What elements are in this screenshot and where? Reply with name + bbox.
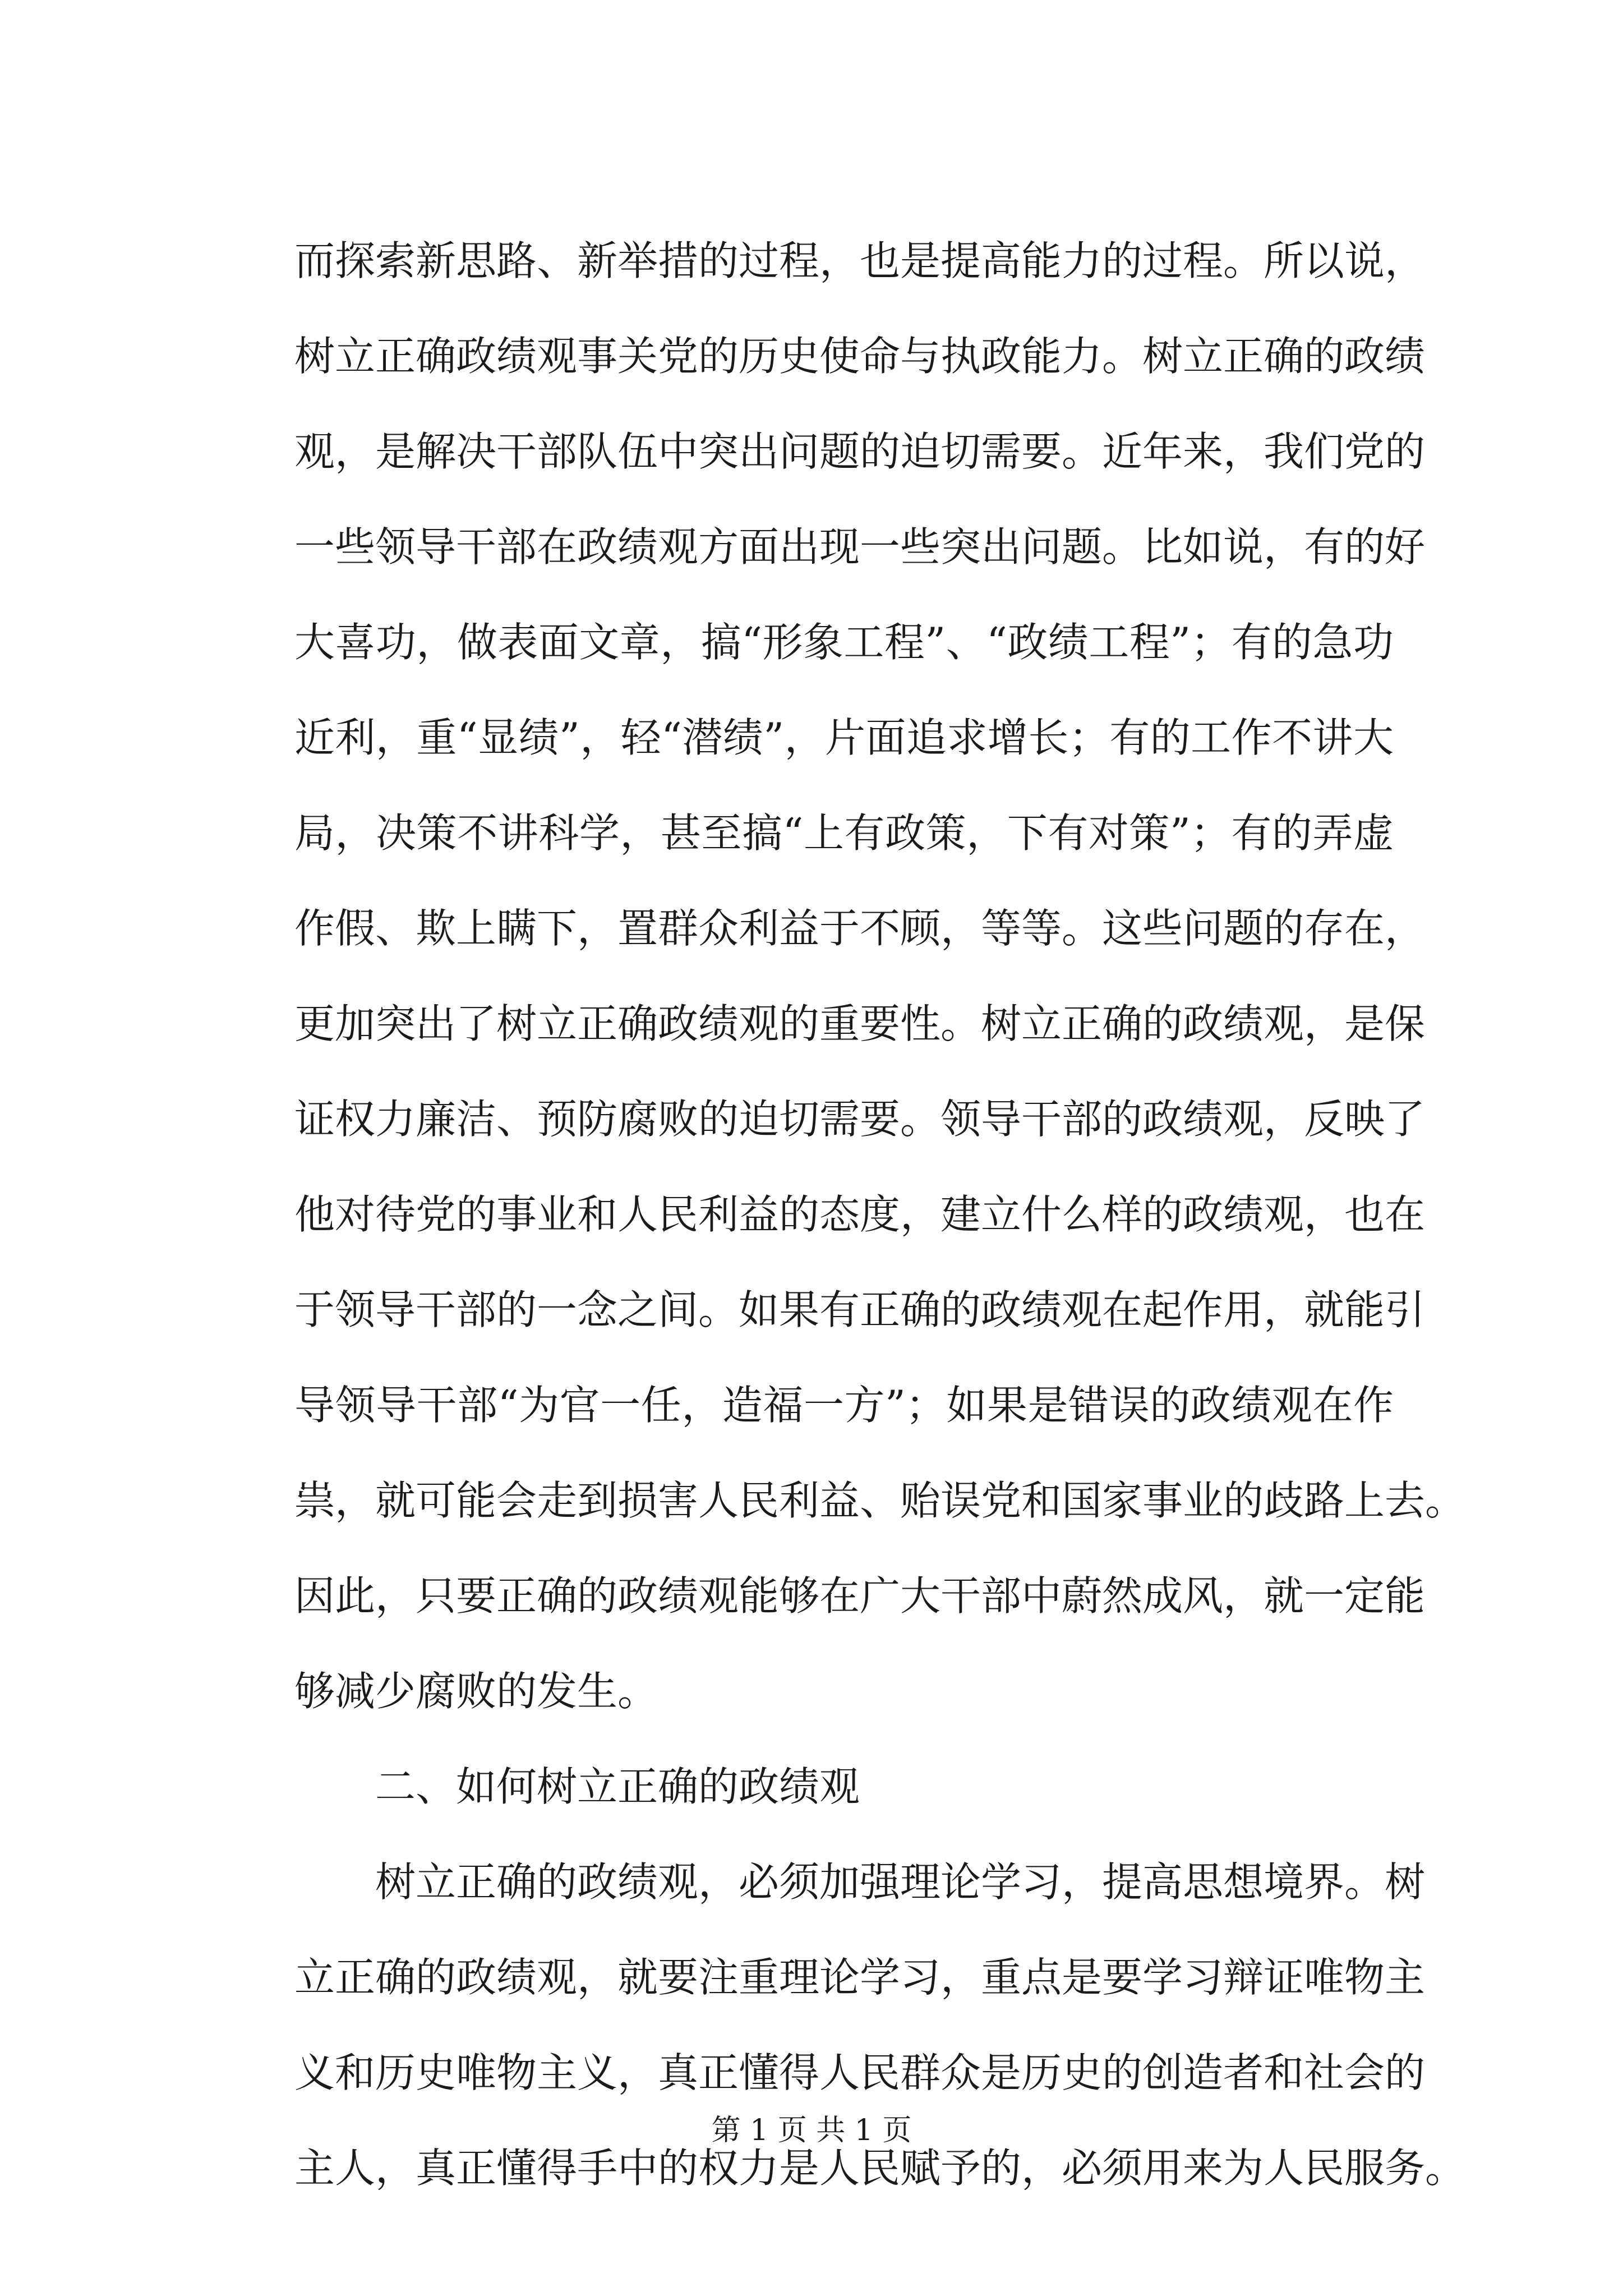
text-line: 更加突出了树立正确政绩观的重要性。树立正确的政绩观，是保: [294, 1000, 1426, 1047]
text-line: 而探索新思路、新举措的过程，也是提高能力的过程。所以说，: [294, 237, 1426, 284]
text-line: 够减少腐败的发生。: [294, 1668, 658, 1715]
page-footer: 第 1 页 共 1 页: [711, 2114, 912, 2147]
text-line: 近利，重“显绩”，轻“潜绩”，片面追求增长；有的工作不讲大: [294, 714, 1394, 761]
document-body: [294, 213, 1466, 2216]
text-line: 祟，就可能会走到损害人民利益、贻误党和国家事业的歧路上去。: [294, 1477, 1466, 1524]
text-line: 他对待党的事业和人民利益的态度，建立什么样的政绩观，也在: [294, 1191, 1426, 1238]
text-line: 一些领导干部在政绩观方面出现一些突出问题。比如说，有的好: [294, 523, 1426, 570]
text-line: 义和历史唯物主义，真正懂得人民群众是历史的创造者和社会的: [294, 2049, 1426, 2096]
text-line: 树立正确的政绩观，必须加强理论学习，提高思想境界。树: [375, 1858, 1426, 1906]
text-line: 作假、欺上瞒下，置群众利益于不顾，等等。这些问题的存在，: [294, 905, 1426, 952]
section-heading: 二、如何树立正确的政绩观: [375, 1763, 860, 1810]
text-line: 树立正确政绩观事关党的历史使命与执政能力。树立正确的政绩: [294, 333, 1426, 380]
text-line: 于领导干部的一念之间。如果有正确的政绩观在起作用，就能引: [294, 1286, 1426, 1333]
text-line: 主人，真正懂得手中的权力是人民赋予的，必须用来为人民服务。: [294, 2145, 1466, 2192]
text-line: 大喜功，做表面文章，搞“形象工程”、“政绩工程”；有的急功: [294, 619, 1394, 666]
text-line: 观，是解决干部队伍中突出问题的迫切需要。近年来，我们党的: [294, 428, 1426, 475]
text-line: 证权力廉洁、预防腐败的迫切需要。领导干部的政绩观，反映了: [294, 1096, 1426, 1143]
text-line: 立正确的政绩观，就要注重理论学习，重点是要学习辩证唯物主: [294, 1954, 1426, 2001]
text-line: 导领导干部“为官一任，造福一方”；如果是错误的政绩观在作: [294, 1382, 1394, 1429]
text-line: 局，决策不讲科学，甚至搞“上有政策，下有对策”；有的弄虚: [294, 809, 1394, 857]
text-line: 因此，只要正确的政绩观能够在广大干部中蔚然成风，就一定能: [294, 1572, 1426, 1619]
